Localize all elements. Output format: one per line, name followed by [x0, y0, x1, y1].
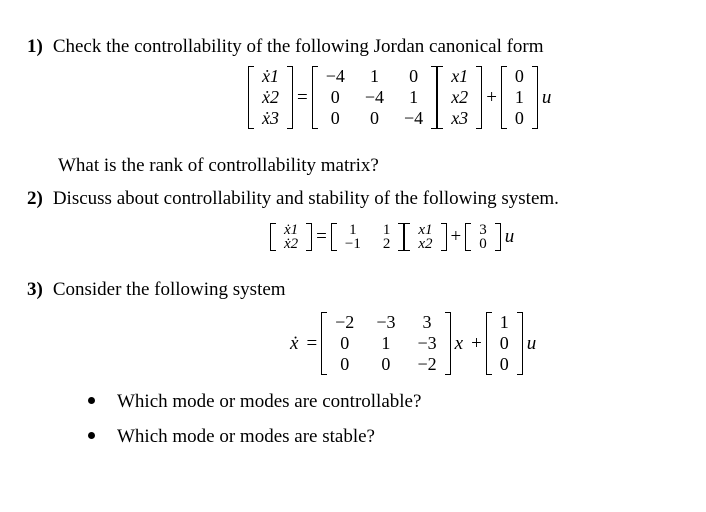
q1-matrix-a: [312, 66, 437, 129]
q3-a22: 1: [381, 333, 391, 353]
question-1-heading: [27, 36, 544, 58]
question-3-text: Consider the following system: [52, 279, 286, 300]
q1-xdot2: ẋ2: [262, 87, 279, 107]
q1-b3: 0: [514, 108, 524, 128]
q2-a12: 1: [382, 222, 391, 238]
q1-a23: 1: [409, 87, 419, 107]
question-1-equation: [248, 66, 555, 129]
q1-a12: 1: [369, 66, 379, 86]
q3-equals: =: [306, 332, 318, 354]
q2-a11: 1: [349, 222, 357, 238]
q1-xdot3: ẋ3: [262, 108, 279, 128]
q3-a33: −2: [417, 354, 437, 374]
q1-a31: 0: [330, 108, 340, 128]
q1-x1: x1: [451, 66, 469, 86]
q3-lhs: ẋ: [290, 332, 299, 354]
q2-x1: x1: [418, 222, 433, 238]
question-3-heading: [27, 279, 286, 301]
question-2-heading: [27, 188, 559, 210]
question-1-text: Check the controllability of the following Jordan canonical form: [52, 36, 544, 57]
q1-xdot1: ẋ1: [262, 66, 279, 86]
q3-a23: −3: [417, 333, 437, 353]
q2-xdot1: ẋ1: [284, 222, 299, 238]
q2-xdot2: ẋ2: [284, 236, 299, 252]
q1-b1: 0: [514, 66, 524, 86]
q1-plus: +: [486, 86, 497, 108]
q2-input: u: [504, 226, 515, 247]
q3-plus: +: [471, 332, 482, 354]
q3-a11: −2: [335, 312, 355, 332]
question-1-number: 1): [27, 36, 43, 57]
q3-bullet-1: [88, 391, 421, 413]
question-2-text: Discuss about controllability and stability of the following system.: [52, 188, 559, 209]
q3-matrix-b: [486, 312, 523, 375]
q3-state: x: [454, 332, 464, 354]
q3-a12: −3: [376, 312, 396, 332]
q3-input: u: [526, 332, 537, 354]
question-1-subquestion: What is the rank of controllability matrix?: [58, 155, 379, 176]
q3-a32: 0: [381, 354, 391, 374]
q1-x3: x3: [451, 108, 469, 128]
q2-plus: +: [450, 226, 462, 247]
q2-matrix-b: [465, 223, 501, 251]
q3-bullet-2-text: Which mode or modes are stable?: [117, 426, 375, 447]
q2-b2: 0: [479, 236, 487, 252]
q3-matrix-a: [321, 312, 450, 375]
q2-a22: 2: [382, 236, 391, 252]
bullet-dot: [88, 432, 95, 439]
q1-state-vector: [437, 66, 482, 129]
q3-a31: 0: [340, 354, 350, 374]
q2-a21: −1: [344, 236, 361, 252]
q3-bullet-1-text: Which mode or modes are controllable?: [117, 391, 422, 412]
q2-matrix-a: [331, 223, 404, 251]
q2-b1: 3: [479, 222, 487, 238]
q3-b2: 0: [499, 333, 509, 353]
q1-a21: 0: [330, 87, 340, 107]
bullet-dot: [88, 397, 95, 404]
q1-a33: −4: [404, 108, 424, 128]
q1-x2: x2: [451, 87, 469, 107]
q3-b3: 0: [499, 354, 509, 374]
q1-input: u: [541, 86, 552, 108]
q2-state-derivative-vector: [270, 223, 312, 251]
q1-state-derivative-vector: [248, 66, 293, 129]
q1-matrix-b: [501, 66, 538, 129]
q1-a13: 0: [409, 66, 419, 86]
q1-b2: 1: [514, 87, 524, 107]
q1-a32: 0: [369, 108, 379, 128]
question-2-number: 2): [27, 188, 43, 209]
q1-equals: =: [297, 86, 308, 108]
q3-a13: 3: [422, 312, 432, 332]
q2-equals: =: [316, 226, 327, 247]
question-3-equation: [286, 312, 540, 375]
q1-a22: −4: [364, 87, 385, 107]
q2-state-vector: [404, 223, 446, 251]
q3-a21: 0: [340, 333, 350, 353]
q3-b1: 1: [499, 312, 509, 332]
q1-a11: −4: [325, 66, 345, 86]
question-3-number: 3): [27, 279, 43, 300]
q2-x2: x2: [418, 236, 433, 252]
q3-bullet-2: [88, 426, 375, 448]
question-2-equation: [270, 223, 518, 251]
